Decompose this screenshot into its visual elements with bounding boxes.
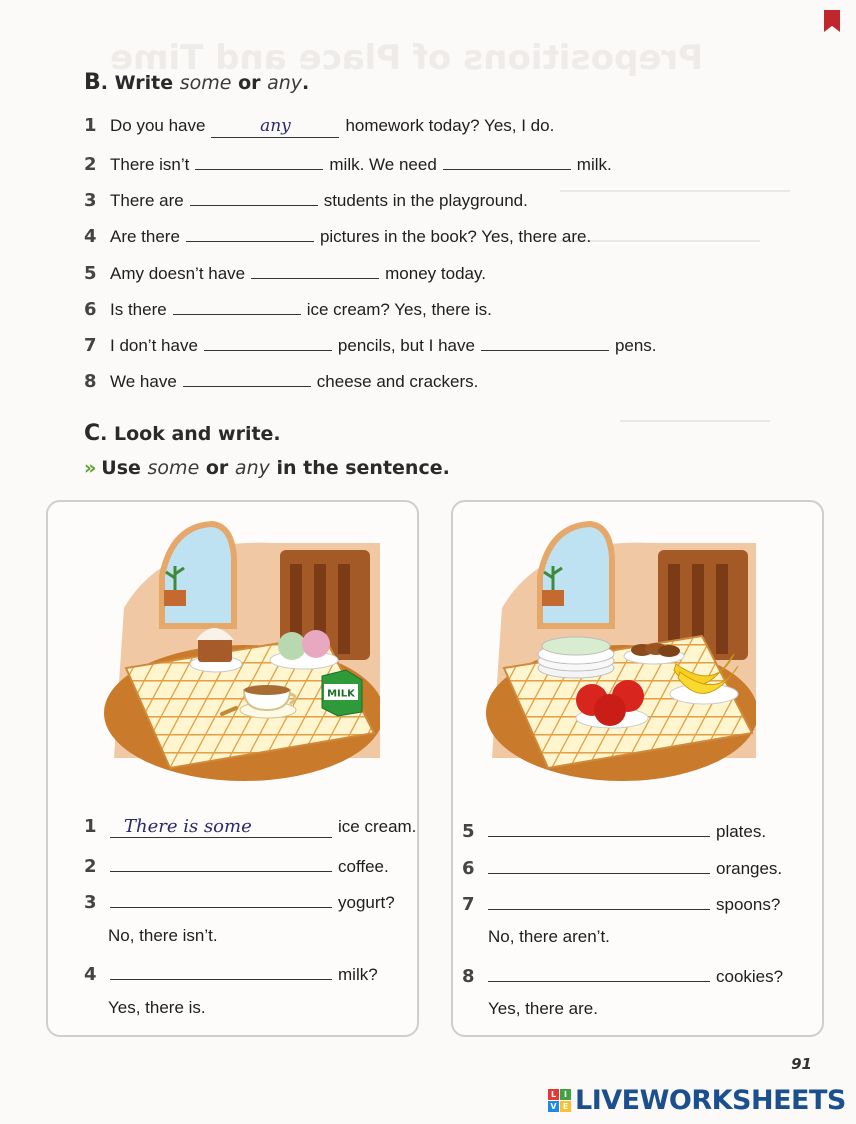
given-reply: No, there aren’t.: [488, 927, 610, 946]
liveworksheets-watermark: [548, 1084, 846, 1116]
question-row: 4 Are there pictures in the book? Yes, there are.: [84, 222, 591, 246]
exercise-c-row: 6 oranges.: [462, 852, 782, 878]
page-number: 91: [791, 1055, 812, 1073]
ice-cream-scoop-strawberry: [302, 630, 330, 658]
question-row: 3 There are students in the playground.: [84, 186, 528, 210]
answer-blank[interactable]: [251, 259, 379, 279]
exercise-c-row: 2 coffee.: [84, 850, 389, 876]
exercise-c-row: 3 yogurt?: [84, 886, 395, 912]
flower-pot: [164, 590, 186, 606]
answer-line[interactable]: There is some: [110, 816, 332, 838]
show-through-line: [560, 190, 790, 192]
answer-line[interactable]: [488, 888, 710, 910]
orange: [594, 694, 626, 726]
answer-blank[interactable]: [443, 150, 571, 170]
answer-line[interactable]: [488, 960, 710, 982]
answer-blank[interactable]: [195, 150, 323, 170]
bookmark-ribbon: [824, 10, 840, 32]
liveworksheets-logo-icon: L I V E: [548, 1089, 571, 1112]
answer-blank[interactable]: [204, 331, 332, 351]
answer-blank[interactable]: [173, 295, 301, 315]
given-reply: Yes, there is.: [108, 998, 206, 1017]
exercise-c-row: 5 plates.: [462, 815, 766, 841]
section-c-heading: C. Look and write.: [84, 421, 281, 446]
answer-line[interactable]: [488, 852, 710, 874]
answer-blank[interactable]: [183, 367, 311, 387]
answer-line[interactable]: [488, 815, 710, 837]
exercise-c-row: 1 There is some ice cream.: [84, 816, 417, 837]
answer-line[interactable]: [110, 886, 332, 908]
given-reply: Yes, there are.: [488, 999, 598, 1018]
show-through-line: [620, 420, 770, 422]
liveworksheets-wordmark: LIVEWORKSHEETS: [575, 1084, 846, 1116]
question-row: 6 Is there ice cream? Yes, there is.: [84, 295, 492, 319]
show-through-heading: Prepositions of Place and Time: [110, 38, 704, 78]
scene-table-with-fruit: [486, 518, 756, 786]
given-reply: No, there isn’t.: [108, 926, 218, 945]
question-row: 8 We have cheese and crackers.: [84, 367, 478, 391]
section-c-instruction: » Use some or any in the sentence.: [84, 457, 450, 479]
flower-pot: [542, 590, 564, 606]
question-row: 5 Amy doesn’t have money today.: [84, 259, 486, 283]
answer-blank[interactable]: [186, 222, 314, 242]
exercise-c-row: 7 spoons?: [462, 888, 780, 914]
ice-cream-scoop-mint: [278, 632, 306, 660]
cookie: [658, 645, 680, 657]
answer-blank[interactable]: [190, 186, 318, 206]
answer-line[interactable]: [110, 958, 332, 980]
question-row: 2 There isn’t milk. We need milk.: [84, 150, 612, 174]
exercise-c-row: 4 milk?: [84, 958, 378, 984]
milk-carton-label: MILK: [327, 688, 355, 700]
exercise-c-row: 8 cookies?: [462, 960, 783, 986]
answer-blank[interactable]: any: [211, 118, 339, 138]
answer-line[interactable]: [110, 850, 332, 872]
ice-cream-plate: [270, 651, 338, 669]
double-chevron-icon: »: [84, 457, 94, 479]
scene-table-with-food: [104, 518, 380, 786]
answer-blank[interactable]: [481, 331, 609, 351]
section-b-heading: B. Write some or any.: [84, 70, 310, 95]
cake: [198, 638, 232, 662]
question-row: 7 I don’t have pencils, but I have pens.: [84, 331, 657, 355]
question-row: 1 Do you have any homework today? Yes, I do.: [84, 115, 555, 136]
